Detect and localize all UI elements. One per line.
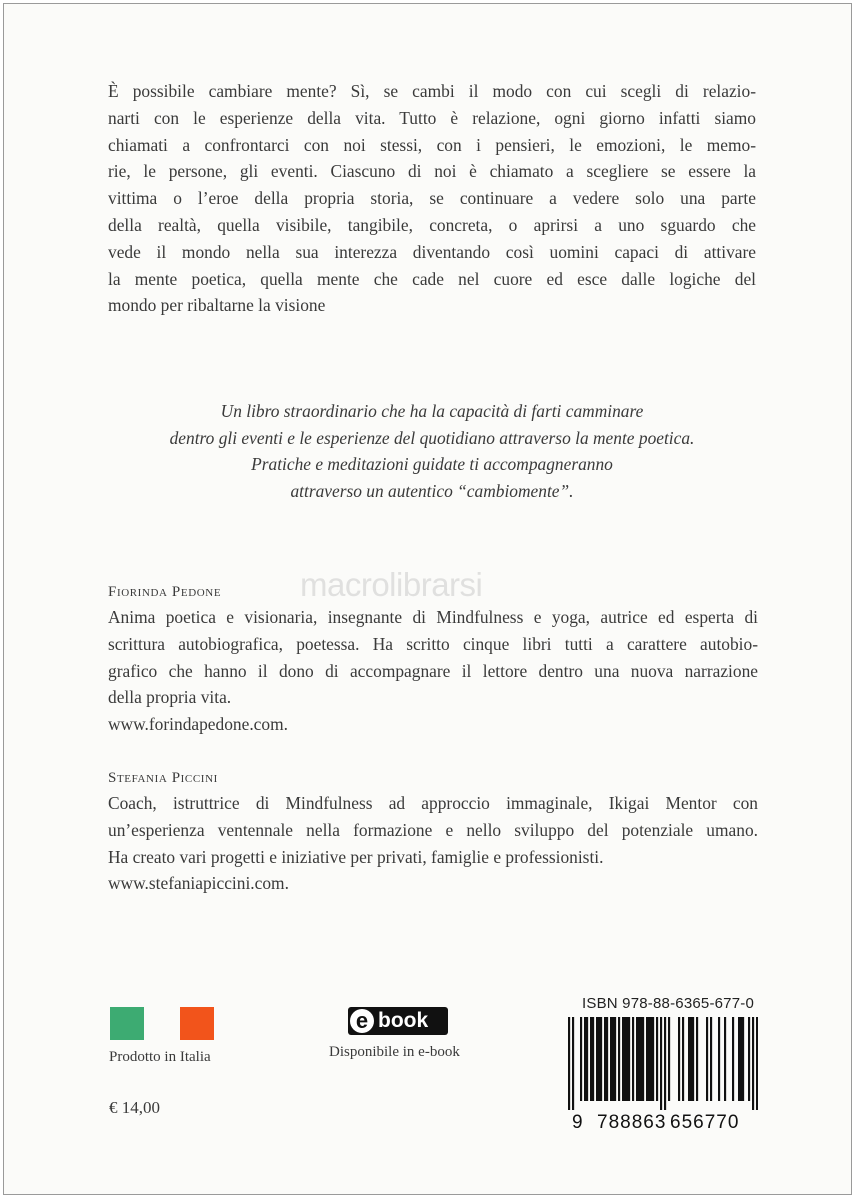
back-cover xyxy=(3,3,852,1195)
author-description xyxy=(108,604,758,738)
author-website[interactable]: www.forindapedone.com. xyxy=(108,714,288,735)
intro-line: È possibile cambiare mente? Sì, se cambi il modo con cui scegli di relazio- xyxy=(108,81,756,101)
barcode-digit-lead: 9 xyxy=(572,1112,584,1133)
author-name: Fiorinda Pedone xyxy=(108,584,222,600)
intro-paragraph xyxy=(108,78,756,319)
flag-green-square xyxy=(110,1007,144,1040)
author-bio-1 xyxy=(108,582,758,738)
bio-line: Anima poetica e visionaria, insegnante di Mindfulness e yoga, autrice ed esperta di xyxy=(108,607,758,627)
quote-line: attraverso un autentico “cambiomente”. xyxy=(290,480,574,501)
bio-line: Ha creato vari progetti e iniziative per privati, famiglie e professionisti. xyxy=(108,846,604,867)
made-in-label: Prodotto in Italia xyxy=(109,1049,211,1065)
barcode-digits-left: 788863 xyxy=(597,1112,667,1133)
flag-red-square xyxy=(180,1007,214,1040)
intro-line: della realtà, quella visibile, tangibile, concreta, o aprirsi a uno sguardo che xyxy=(108,214,756,235)
author-description xyxy=(108,790,758,897)
author-bio-2 xyxy=(108,768,758,897)
quote-line: Un libro straordinario che ha la capacità di farti camminare xyxy=(220,401,644,421)
ebook-e-icon: e xyxy=(350,1009,374,1033)
intro-line: vittima o l’eroe della propria storia, se continuare a vedere solo una parte xyxy=(108,188,756,209)
intro-line: narti con le esperienze della vita. Tutto è relazione, ogni giorno infatti siamo xyxy=(108,107,756,128)
blurb-quote xyxy=(104,398,760,504)
watermark: macrolibrarsi xyxy=(300,566,483,603)
ebook-caption: Disponibile in e-book xyxy=(329,1044,460,1060)
bio-line: della propria vita. xyxy=(108,687,232,708)
intro-line: rie, le persone, gli eventi. Ciascuno di noi è chiamato a scegliere se essere la xyxy=(108,161,756,182)
bio-line: grafico che hanno il dono di accompagnare il lettore dentro una nuova narrazione xyxy=(108,660,758,681)
intro-line: mondo per ribaltarne la visione xyxy=(108,295,326,316)
bio-line: Coach, istruttrice di Mindfulness ad approccio immaginale, Ikigai Mentor con xyxy=(108,793,758,813)
isbn-label: ISBN 978-88-6365-677-0 xyxy=(582,995,755,1012)
intro-line: vede il mondo nella sua interezza diventando così uomini capaci di attivare xyxy=(108,241,756,262)
barcode-digits-right: 656770 xyxy=(670,1112,740,1133)
quote-line: dentro gli eventi e le esperienze del quotidiano attraverso la mente poetica. xyxy=(169,427,695,448)
ebook-logo xyxy=(348,1007,448,1035)
author-name: Stefania Piccini xyxy=(108,770,218,786)
bio-line: un’esperienza ventennale nella formazione e nello sviluppo del potenziale umano. xyxy=(108,819,758,840)
price-label: € 14,00 xyxy=(109,1098,160,1117)
intro-line: chiamati a confrontarci con noi stessi, con i pensieri, le emozioni, le memo- xyxy=(108,134,756,155)
author-website[interactable]: www.stefaniapiccini.com. xyxy=(108,873,289,894)
intro-line: la mente poetica, quella mente che cade nel cuore ed esce dalle logiche del xyxy=(108,268,756,289)
bio-line: scrittura autobiografica, poetessa. Ha scritto cinque libri tutti a carattere autobio- xyxy=(108,633,758,654)
quote-line: Pratiche e meditazioni guidate ti accompagneranno xyxy=(251,454,613,475)
barcode-icon xyxy=(568,1017,758,1110)
ebook-logo-word: book xyxy=(378,1009,429,1032)
